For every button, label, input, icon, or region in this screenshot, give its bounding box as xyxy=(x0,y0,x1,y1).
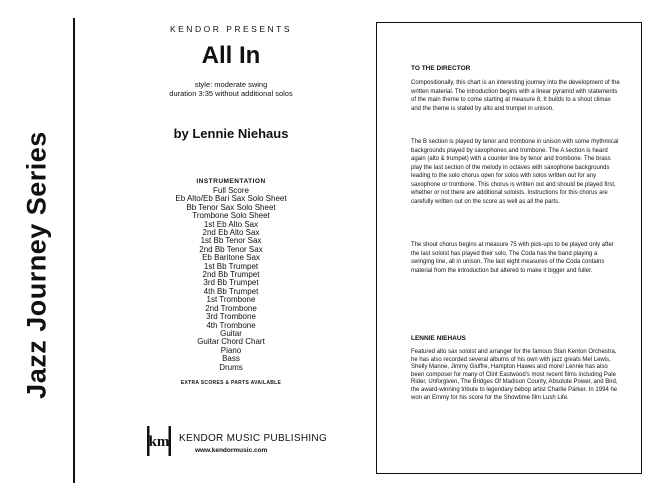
instrument-item: Bass xyxy=(222,354,240,364)
instrument-item: 1st Eb Alto Sax xyxy=(203,219,259,229)
bio-heading: LENNIE NIEHAUS xyxy=(411,335,466,342)
composer-credit: by Lennie Niehaus xyxy=(173,126,289,141)
instrument-item: 3rd Bb Trumpet xyxy=(203,278,259,288)
instrument-item: Guitar xyxy=(220,328,242,338)
publisher-block xyxy=(145,424,365,466)
instrument-item: Guitar Chord Chart xyxy=(197,337,265,347)
duration-line: duration 3:35 without additional solos xyxy=(169,89,293,98)
instrument-item: Bb Tenor Sax Solo Sheet xyxy=(186,202,276,212)
instrument-item: Full Score xyxy=(212,186,249,195)
instrumentation-list xyxy=(90,187,372,372)
instrument-item: Eb Alto/Eb Bari Sax Solo Sheet xyxy=(175,194,287,204)
instrument-item: 1st Bb Tenor Sax xyxy=(200,236,262,246)
instrument-item: 3rd Trombone xyxy=(206,312,256,322)
kendor-logo-icon xyxy=(145,424,173,458)
director-paragraph: The B section is played by tenor and trombone in unison with some rhythmical backgrounds played by saxophones and trombone. The A section is heard again (alto & trumpet) with a counter line by tenor and trombone. The brass play the last section of the melody in octaves with saxophone backgrounds leading to the solo chorus open for solos with solos written out for any saxophone or trombone. This chorus is written out and should be played first, whether or not there are additional soloists. Instructions for this chorus are carefully written out on the score as well as all the parts. xyxy=(411,139,619,205)
logo-text: km xyxy=(148,434,170,450)
publisher-banner: KENDOR PRESENTS xyxy=(169,24,293,34)
instrument-item: Eb Baritone Sax xyxy=(202,253,260,263)
publisher-name: KENDOR MUSIC PUBLISHING xyxy=(179,433,328,444)
instrument-item: Trombone Solo Sheet xyxy=(192,211,270,221)
director-paragraph: Compositionally, this chart is an interesting journey into the development of the written material. The introduction begins with a linear pyramid with statements of the main theme to come starting at measure 8. It builds to a shout climax and the theme is stated by alto and trumpet in unison. xyxy=(411,80,620,112)
series-title: Jazz Journey Series xyxy=(21,131,52,399)
instrument-item: 2nd Bb Tenor Sax xyxy=(199,244,263,254)
vertical-rule xyxy=(73,18,75,483)
director-paragraph: The shout chorus begins at measure 75 with pick-ups to be played only after the last soloist has played their solo. The Coda has the band playing a swinging line, all in unison. The last eight measures of the Coda contains material from the introduction but altered to make it bigger and fuller. xyxy=(411,242,614,274)
publisher-url: www.kendormusic.com xyxy=(195,447,268,454)
instrument-item: 2nd Bb Trumpet xyxy=(202,270,260,280)
bio-paragraph: Featured alto sax soloist and arranger for the famous Stan Kenton Orchestra, he has also recorded several albums of his own with jazz greats Mel Lewis, Shelly Manne, Jimmy Giuffre, Hampton Hawes and more! Lennie has also been composer for many of Clint Eastwood's most recent films including Pale Rider, Unforgiven, The Bridges Of Madison County, Absolute Power, and Bird, the award-winning tribute to legendary bebop artist Charlie Parker. In 1994 he won an Emmy for his score for the Showtime film Lush Life. xyxy=(411,349,618,401)
piece-title: All In xyxy=(201,42,261,69)
instrument-item: 1st Bb Trumpet xyxy=(203,261,259,271)
instrument-item: 4th Bb Trumpet xyxy=(203,286,259,296)
extras-note: EXTRA SCORES & PARTS AVAILABLE xyxy=(180,380,282,386)
instrumentation-heading: INSTRUMENTATION xyxy=(196,178,266,185)
director-heading: TO THE DIRECTOR xyxy=(411,65,471,72)
instrument-item: Piano xyxy=(220,345,242,355)
instrument-item: 2nd Eb Alto Sax xyxy=(202,228,260,238)
instrument-item: 1st Trombone xyxy=(206,295,256,305)
instrument-item: Drums xyxy=(219,362,243,372)
instrument-item: 2nd Trombone xyxy=(205,303,257,313)
instrument-item: 4th Trombone xyxy=(206,320,256,330)
director-notes-page xyxy=(376,22,642,474)
style-line: style: moderate swing xyxy=(194,80,268,89)
series-title-block xyxy=(0,120,75,410)
